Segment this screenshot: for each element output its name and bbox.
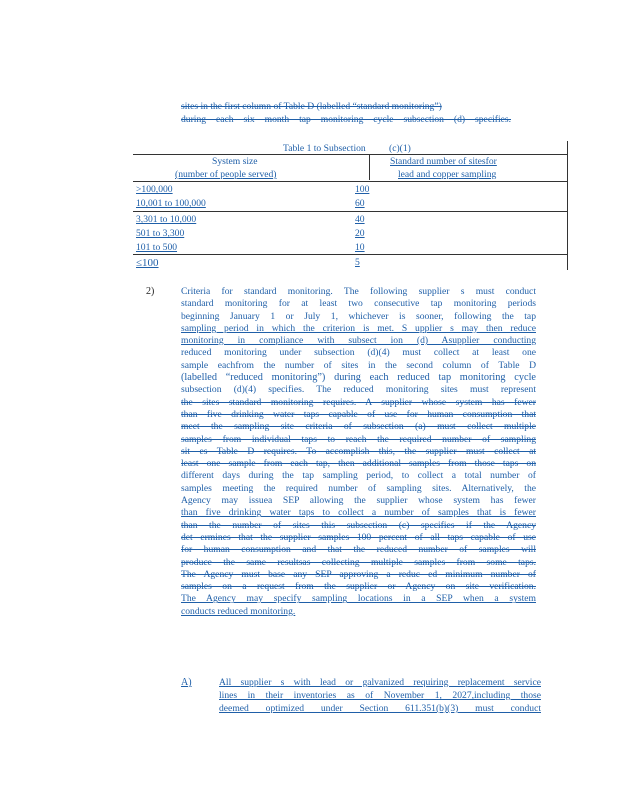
header-people-served: (number of people served) [175, 169, 277, 180]
subsection-a-text [219, 677, 541, 716]
row-sites: 20 [355, 228, 365, 239]
row-size: 3,301 to 10,000 [136, 214, 197, 225]
section-number: 2) [146, 286, 155, 297]
intro-line-2: during each six month tap monitoring cycle subsection (d) specifies. [181, 114, 511, 125]
table-title-right: (c)(1) [389, 143, 411, 154]
suba-line: lines in their inventories as of November 1, 2027,including those [219, 690, 541, 701]
section-2-paragraph [181, 286, 536, 618]
para-line: meet the sampling site criteria of subsection (a) must collect multiple [181, 421, 536, 433]
para-line: reduced monitoring under subsection (d)(4) must collect at least one [181, 347, 536, 359]
para-line: samples meeting the required number of sampling sites. Alternatively, the [181, 482, 536, 494]
para-line: than five drinking water taps capable of use for human consumption that [181, 408, 536, 420]
para-line: The Agency may specify sampling locations in a SEP when a system [181, 593, 536, 605]
para-line: beginning January 1 or July 1, whichever is sooner, following the tap [181, 310, 536, 322]
para-line: The Agency must base any SEP approving a reduc ed minimum number of [181, 568, 536, 580]
row-size: 101 to 500 [136, 242, 178, 253]
para-line: produce the same resultsas collecting multiple samples from some taps. [181, 556, 536, 568]
para-line: conducts reduced monitoring. [181, 605, 296, 617]
row-size: 501 to 3,300 [136, 228, 185, 239]
para-line: than five drinking water taps to collect a number of samples that is fewer [181, 507, 536, 519]
para-line: sit es Table D requires. To accomplish this, the supplier must collect at [181, 445, 536, 457]
para-line: monitoring in compliance with subsect ion (d) Asupplier conducting [181, 335, 536, 347]
header-lead-copper: lead and copper sampling [398, 169, 497, 180]
para-line: standard monitoring for at least two consecutive tap monitoring periods [181, 298, 536, 310]
row-sites: 40 [355, 214, 365, 225]
row-sites: 5 [355, 257, 360, 268]
para-line: for human consumption and that the reduced number of samples will [181, 544, 536, 556]
header-standard-sites: Standard number of sitesfor [390, 156, 497, 167]
row-sites: 10 [355, 242, 365, 253]
row-sites: 60 [355, 198, 365, 209]
row-size: 10,001 to 100,000 [136, 198, 206, 209]
para-line: samples from individual taps to reach the required number of sampling [181, 433, 536, 445]
para-line: subsection (d)(4) specifies. The reduced monitoring sites must represent [181, 384, 536, 396]
subsection-a-marker: A) [181, 677, 192, 688]
header-system-size: System size [212, 156, 258, 167]
row-size: >100,000 [136, 184, 173, 195]
table-title-left: Table 1 to Subsection [283, 143, 366, 154]
para-line: than the number of sites this subsection (c) specifies if the Agency [181, 519, 536, 531]
para-line: the sites standard monitoring requires. A supplier whose system has fewer [181, 396, 536, 408]
para-line: Criteria for standard monitoring. The following supplier s must conduct [181, 286, 536, 297]
row-size: ≤100 [136, 257, 159, 269]
para-line: det ermines that the supplier samples 100 percent of all taps capable of use [181, 531, 536, 543]
para-line: Agency may issuea SEP allowing the supplier whose system has fewer [181, 495, 536, 507]
suba-line: All supplier s with lead or galvanized requiring replacement service [219, 677, 541, 688]
intro-line-1: sites in the first column of Table D (labelled “standard monitoring”) [181, 101, 442, 112]
para-line: samples on a request from the supplier or Agency on site verification. [181, 581, 536, 593]
para-line: sampling period in which the criterion is met. S upplier s may then reduce [181, 322, 536, 334]
para-line: least one sample from each tap, then additional samples from those taps on [181, 458, 536, 470]
row-sites: 100 [355, 184, 370, 195]
suba-line: deemed optimized under Section 611.351(b)(3) must conduct [219, 703, 541, 714]
para-line: different days during the tap sampling period, to collect a total number of [181, 470, 536, 482]
para-line: (labelled “reduced monitoring”) during each reduced tap monitoring cycle [181, 372, 536, 384]
para-line: sample eachfrom the number of sites in the second column of Table D [181, 359, 536, 371]
